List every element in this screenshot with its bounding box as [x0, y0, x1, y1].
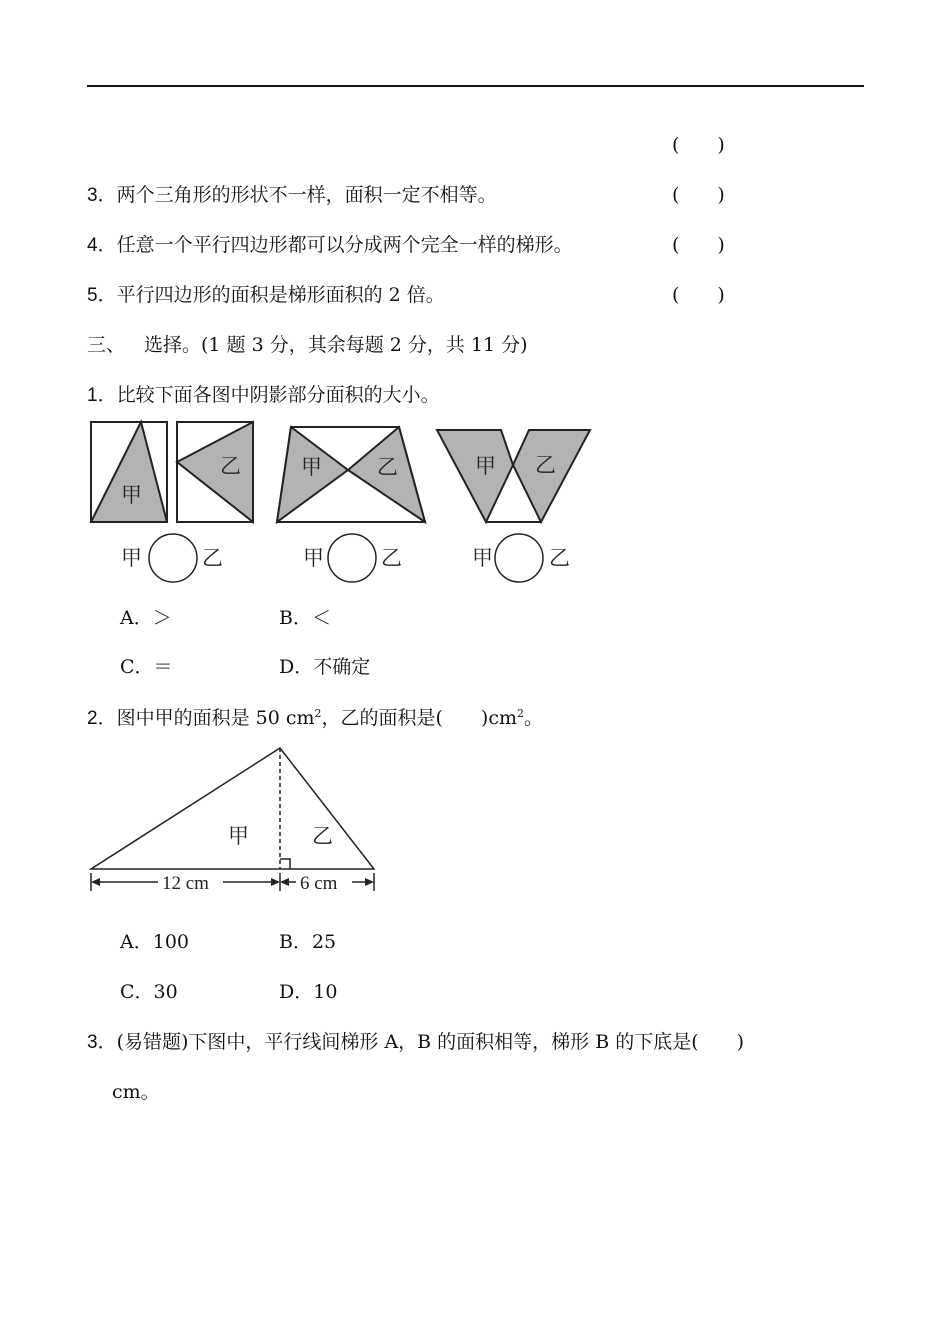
q1-option-d[interactable]: D．不确定 — [279, 656, 371, 678]
compare-circle-3[interactable] — [495, 534, 543, 582]
question-2 — [87, 703, 543, 730]
compare-yi-3: 乙 — [549, 546, 570, 570]
compare-circle-2[interactable] — [328, 534, 376, 582]
dim-label-left: 12 cm — [162, 873, 209, 894]
compare-jia-2: 甲 — [303, 546, 324, 570]
label-jia-1: 甲 — [121, 483, 142, 507]
answer-paren-4[interactable]: ( ) — [672, 234, 725, 256]
triangle — [91, 748, 374, 869]
question-text: (易错题)下图中，平行线间梯形 A，B 的面积相等，梯形 B 的下底是( ) — [116, 1031, 745, 1053]
question-number: 1． — [87, 385, 117, 406]
figure-1b-triangle-yi — [177, 422, 253, 522]
item-number: 4． — [87, 235, 117, 256]
judgment-item-3 — [87, 180, 497, 207]
superscript: 2 — [516, 707, 524, 720]
q2-option-b[interactable]: B．25 — [279, 931, 337, 953]
q2-option-d[interactable]: D．10 — [279, 981, 338, 1003]
answer-paren-5[interactable]: ( ) — [672, 284, 725, 306]
item-text: 平行四边形的面积是梯形面积的 2 倍。 — [116, 284, 445, 306]
q1-option-c[interactable]: C．＝ — [120, 656, 173, 678]
section-heading — [87, 330, 528, 357]
arrow-head — [365, 878, 374, 886]
compare-circle-1[interactable] — [149, 534, 197, 582]
top-rule — [87, 85, 864, 87]
item-text: 任意一个平行四边形都可以分成两个完全一样的梯形。 — [116, 234, 573, 256]
question-number: 3． — [87, 1032, 117, 1053]
label-yi-3: 乙 — [535, 453, 556, 477]
question-text-b: ，乙的面积是( )cm — [321, 707, 517, 729]
question-number: 2． — [87, 708, 117, 729]
arrow-head — [91, 878, 100, 886]
question-1 — [87, 380, 440, 407]
answer-paren-2[interactable]: ( ) — [672, 134, 725, 156]
q1-option-b[interactable]: B．＜ — [279, 607, 331, 629]
superscript: 2 — [314, 707, 322, 720]
label-yi-2: 乙 — [377, 455, 398, 479]
label-jia: 甲 — [228, 824, 249, 848]
compare-jia-1: 甲 — [121, 546, 142, 570]
dim-label-right: 6 cm — [300, 873, 338, 894]
compare-yi-2: 乙 — [381, 546, 402, 570]
answer-paren-3[interactable]: ( ) — [672, 184, 725, 206]
label-jia-2: 甲 — [301, 455, 322, 479]
item-number: 5． — [87, 285, 117, 306]
question-3-continuation: cm。 — [112, 1081, 160, 1103]
q1-figures — [85, 418, 605, 578]
q2-option-c[interactable]: C．30 — [120, 981, 178, 1003]
question-text: 比较下面各图中阴影部分面积的大小。 — [116, 384, 440, 406]
label-jia-3: 甲 — [475, 454, 496, 478]
label-yi-1: 乙 — [220, 454, 241, 478]
label-yi: 乙 — [312, 824, 333, 848]
section-text: 选择。(1 题 3 分，其余每题 2 分，共 11 分) — [144, 334, 528, 356]
q2-option-a[interactable]: A．100 — [120, 931, 189, 953]
section-label: 三、 — [87, 334, 126, 356]
figure-1a-triangle-jia — [91, 422, 167, 522]
question-text-a: 图中甲的面积是 50 cm — [116, 707, 315, 729]
compare-yi-1: 乙 — [202, 546, 223, 570]
compare-jia-3: 甲 — [472, 546, 493, 570]
item-text: 两个三角形的形状不一样，面积一定不相等。 — [116, 184, 497, 206]
question-text-c: 。 — [523, 707, 543, 729]
right-angle-mark — [280, 859, 290, 869]
judgment-item-5 — [87, 280, 445, 307]
judgment-item-4 — [87, 230, 573, 257]
arrow-head — [271, 878, 280, 886]
arrow-head — [280, 878, 289, 886]
item-number: 3． — [87, 185, 117, 206]
q2-triangle-figure — [88, 745, 388, 895]
question-3 — [87, 1027, 744, 1054]
q1-option-a[interactable]: A．＞ — [120, 607, 172, 629]
